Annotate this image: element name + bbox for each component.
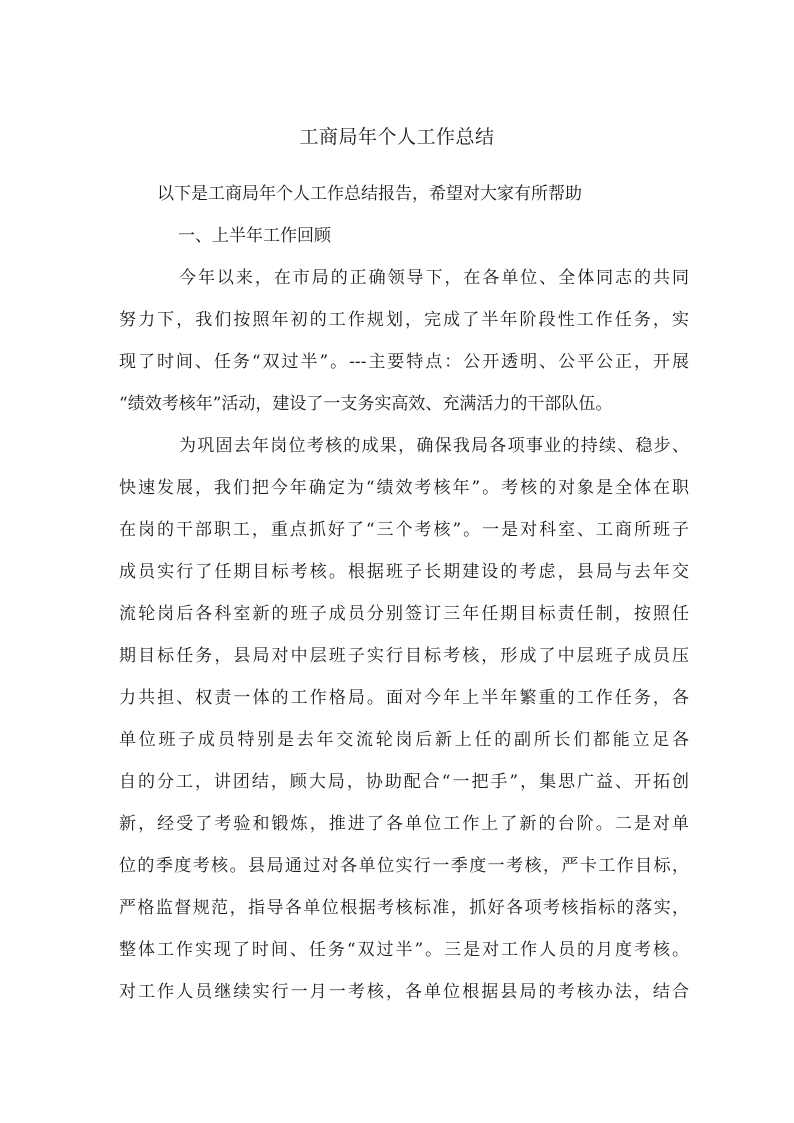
paragraph-1-line: “绩效考核年”活动，建设了一支务实高效、充满活力的干部队伍。 (119, 394, 613, 414)
paragraph-2-line: 在岗的干部职工，重点抓好了“三个考核”。一是对科室、工商所班子 (119, 520, 689, 540)
paragraph-1-line: 今年以来，在市局的正确领导下，在各单位、全体同志的共同 (179, 268, 689, 288)
paragraph-2-line: 位的季度考核。县局通过对各单位实行一季度一考核，严卡工作目标， (119, 856, 689, 876)
paragraph-2-line: 为巩固去年岗位考核的成果，确保我局各项事业的持续、稳步、 (179, 436, 689, 456)
paragraph-2-line: 对工作人员继续实行一月一考核，各单位根据县局的考核办法，结合 (119, 982, 689, 1002)
paragraph-2-line: 自的分工，讲团结，顾大局，协助配合“一把手”，集思广益、开拓创 (119, 772, 689, 792)
paragraph-2-line: 单位班子成员特别是去年交流轮岗后新上任的副所长们都能立足各 (119, 730, 689, 750)
document-title: 工商局年个人工作总结 (299, 126, 495, 148)
paragraph-1-line: 现了时间、任务“双过半”。---主要特点：公开透明、公平公正，开展 (119, 352, 689, 372)
paragraph-2-line: 快速发展，我们把今年确定为“绩效考核年”。考核的对象是全体在职 (119, 478, 689, 498)
paragraph-2-line: 期目标任务，县局对中层班子实行目标考核，形成了中层班子成员压 (119, 646, 689, 666)
paragraph-2-line: 严格监督规范，指导各单位根据考核标准，抓好各项考核指标的落实， (119, 898, 689, 918)
intro-text: 以下是工商局年个人工作总结报告，希望对大家有所帮助 (157, 184, 582, 204)
paragraph-2-line: 流轮岗后各科室新的班子成员分别签订三年任期目标责任制，按照任 (119, 604, 689, 624)
paragraph-2-line: 新，经受了考验和锻炼，推进了各单位工作上了新的台阶。二是对单 (119, 814, 689, 834)
paragraph-2-line: 力共担、权责一体的工作格局。面对今年上半年繁重的工作任务，各 (119, 688, 689, 708)
paragraph-2-line: 整体工作实现了时间、任务“双过半”。三是对工作人员的月度考核。 (119, 940, 689, 960)
paragraph-2-line: 成员实行了任期目标考核。根据班子长期建设的考虑，县局与去年交 (119, 562, 689, 582)
paragraph-1-line: 努力下，我们按照年初的工作规划，完成了半年阶段性工作任务，实 (119, 310, 689, 330)
section-heading: 一、上半年工作回顾 (178, 226, 331, 246)
